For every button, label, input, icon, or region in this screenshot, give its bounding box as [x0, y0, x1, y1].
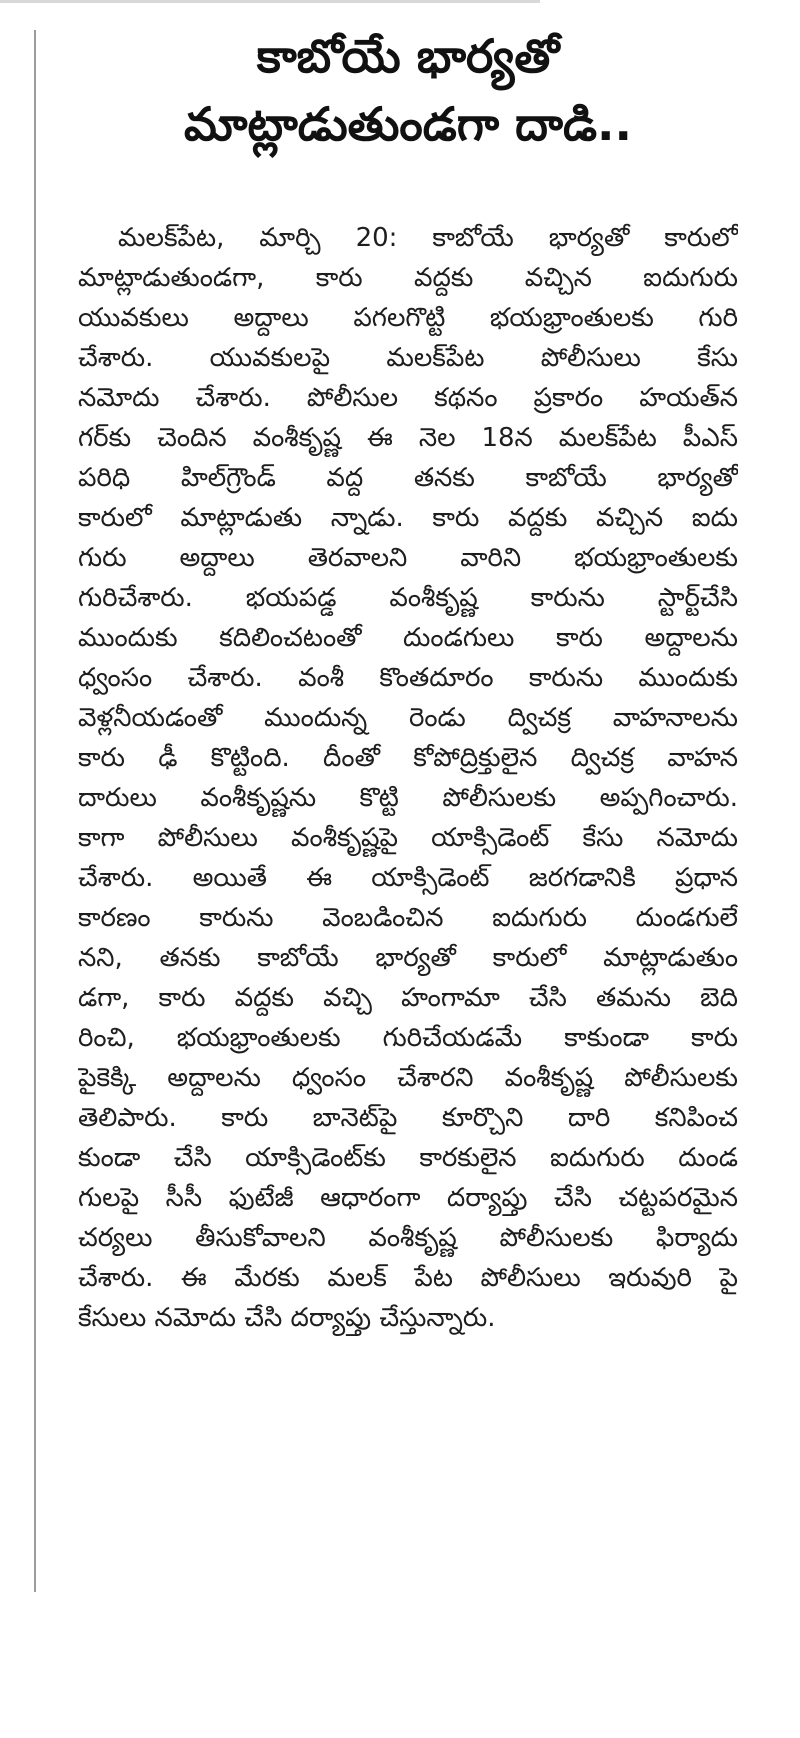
body-line: వెళ్లనీయడంతో ముందున్న రెండు ద్విచక్ర వాహనాలను	[78, 703, 738, 733]
body-line: ధ్వంసం చేశారు. వంశీ కొంతదూరం కారును ముందుకు	[78, 663, 738, 693]
body-line: మలక్‌పేట, మార్చి 20: కాబోయే భార్యతో కారులో	[118, 223, 738, 253]
body-line: కాగా పోలీసులు వంశీకృష్ణపై యాక్సిడెంట్ కేసు నమోదు	[78, 823, 738, 853]
body-line: చేశారు. యువకులపై మలక్‌పేట పోలీసులు కేసు	[78, 343, 738, 373]
body-line: పరిధి హిల్‌గ్రౌండ్ వద్ద తనకు కాబోయే భార్యతో	[78, 463, 738, 493]
top-rule	[0, 0, 540, 3]
headline-line: కాబోయే భార్యతో	[256, 29, 560, 83]
news-article	[78, 22, 738, 1338]
body-line: దారులు వంశీకృష్ణను కొట్టి పోలీసులకు అప్పగించారు.	[78, 783, 738, 813]
column-rule	[34, 30, 36, 1592]
body-line: కేసులు నమోదు చేసి దర్యాప్తు చేస్తున్నారు.	[78, 1303, 496, 1333]
body-line: చేశారు. అయితే ఈ యాక్సిడెంట్ జరగడానికి ప్రధాన	[78, 863, 738, 893]
body-line: గురిచేశారు. భయపడ్డ వంశీకృష్ణ కారును స్టార్ట్‌చేసి	[78, 583, 738, 613]
body-line: కుండా చేసి యాక్సిడెంట్‌కు కారకులైన ఐదుగురు దుండ	[78, 1143, 738, 1173]
body-line: గులపై సీసీ ఫుటేజీ ఆధారంగా దర్యాప్తు చేసి చట్టపరమైన	[78, 1183, 738, 1213]
body-line: ముందుకు కదిలించటంతో దుండగులు కారు అద్దాలను	[78, 623, 738, 653]
body-line: నమోదు చేశారు. పోలీసుల కథనం ప్రకారం హయత్‌న	[78, 383, 738, 413]
body-line: చర్యలు తీసుకోవాలని వంశీకృష్ణ పోలీసులకు ఫిర్యాదు	[78, 1223, 738, 1253]
body-line: కారు ఢీ కొట్టింది. దీంతో కోపోద్రిక్తులైన ద్విచక్ర వాహన	[78, 743, 738, 773]
body-line: యువకులు అద్దాలు పగలగొట్టి భయభ్రాంతులకు గురి	[78, 303, 738, 333]
body-line: గురు అద్దాలు తెరవాలని వారిని భయభ్రాంతులకు	[78, 543, 738, 573]
body-line: తెలిపారు. కారు బానెట్‌పై కూర్చొని దారి కనిపించ	[78, 1103, 738, 1133]
body-line: కారణం కారును వెంబడించిన ఐదుగురు దుండగులే	[78, 903, 738, 933]
body-line: డగా, కారు వద్దకు వచ్చి హంగామా చేసి తమను బెది	[78, 983, 738, 1013]
body-line: నని, తనకు కాబోయే భార్యతో కారులో మాట్లాడుతుం	[78, 943, 738, 973]
body-line: చేశారు. ఈ మేరకు మలక్ పేట పోలీసులు ఇరువురి పై	[78, 1263, 738, 1293]
body-line: గర్‌కు చెందిన వంశీకృష్ణ ఈ నెల 18న మలక్‌పేట పీఎస్	[78, 423, 738, 453]
body-line: మాట్లాడుతుండగా, కారు వద్దకు వచ్చిన ఐదుగురు	[78, 263, 738, 293]
body-line: కారులో మాట్లాడుతు న్నాడు. కారు వద్దకు వచ్చిన ఐదు	[78, 503, 738, 533]
article-body	[78, 218, 738, 1338]
body-line: పైకెక్కి అద్దాలను ధ్వంసం చేశారని వంశీకృష్ణ పోలీసులకు	[78, 1063, 738, 1093]
headline	[78, 22, 738, 158]
headline-line: మాట్లాడుతుండగా దాడి..	[184, 97, 632, 151]
body-line: రించి, భయభ్రాంతులకు గురిచేయడమే కాకుండా కారు	[78, 1023, 738, 1053]
